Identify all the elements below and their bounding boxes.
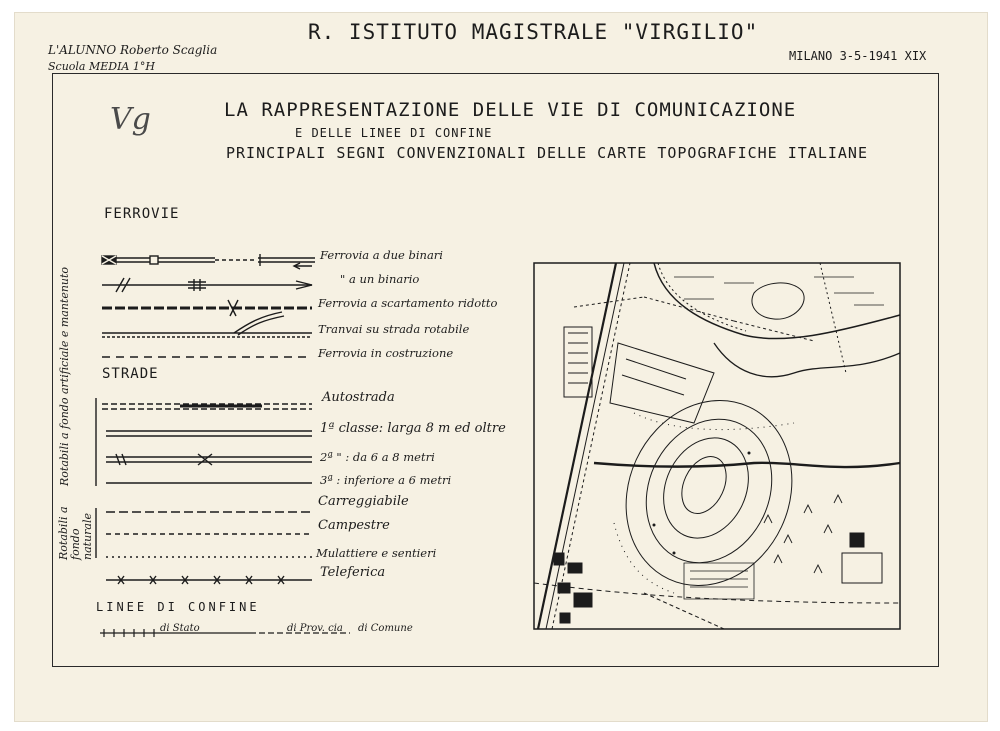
title-line-3: PRINCIPALI SEGNI CONVENZIONALI DELLE CARTE TOPOGRAFICHE ITALIANE: [226, 144, 868, 162]
symbol-cableway: [106, 576, 312, 584]
label-road-class-1: 1ª classe: larga 8 m ed oltre: [320, 421, 506, 436]
label-province-boundary: di Prov. cia: [287, 623, 343, 634]
label-artificial-group: Rotabili a fondo artificiale e mantenuto: [58, 266, 71, 486]
label-road-class-2: 2ª " : da 6 a 8 metri: [320, 450, 435, 464]
boundaries-heading: LINEE DI CONFINE: [96, 600, 260, 614]
label-narrow-gauge: Ferrovia a scartamento ridotto: [318, 296, 498, 310]
symbol-road-class-2: [106, 454, 312, 465]
label-under-construction: Ferrovia in costruzione: [318, 346, 454, 360]
map-town: [554, 553, 564, 565]
symbol-motorway: [102, 404, 312, 409]
roads-heading: STRADE: [102, 366, 159, 382]
label-tramway: Tranvai su strada rotabile: [318, 322, 470, 336]
pupil-name: L'ALUNNO Roberto Scaglia: [48, 43, 218, 57]
label-mule-track: Mulattiere e sentieri: [316, 546, 437, 560]
label-cableway: Teleferica: [320, 565, 386, 580]
symbol-road-class-1: [106, 431, 312, 436]
label-single-track: " a un binario: [340, 272, 420, 286]
symbol-double-track: [102, 254, 315, 269]
label-state-boundary: di Stato: [160, 623, 200, 634]
symbol-narrow-gauge: [102, 300, 312, 316]
label-natural-group: Rotabili a fondo naturale: [57, 506, 94, 560]
title-line-1: LA RAPPRESENTAZIONE DELLE VIE DI COMUNICAZIONE: [224, 99, 797, 121]
label-cart-track: Carreggiabile: [318, 494, 409, 509]
label-motorway: Autostrada: [322, 390, 395, 405]
topographic-map: [534, 263, 900, 629]
label-municipality-boundary: di Comune: [358, 623, 413, 634]
school-class: Scuola MEDIA 1°H: [48, 60, 155, 73]
railways-heading: FERROVIE: [104, 206, 180, 222]
institute-name: R. ISTITUTO MAGISTRALE "VIRGILIO": [308, 20, 759, 44]
grade-mark: Vg: [110, 102, 151, 137]
title-line-2: E DELLE LINEE DI CONFINE: [295, 126, 493, 140]
label-field-track: Campestre: [318, 518, 390, 533]
label-road-class-3: 3ª : inferiore a 6 metri: [320, 473, 452, 487]
label-double-track: Ferrovia a due binari: [320, 248, 443, 262]
symbol-single-track: [102, 278, 312, 292]
symbol-tramway: [102, 312, 312, 337]
date-line: MILANO 3-5-1941 XIX: [789, 49, 927, 63]
